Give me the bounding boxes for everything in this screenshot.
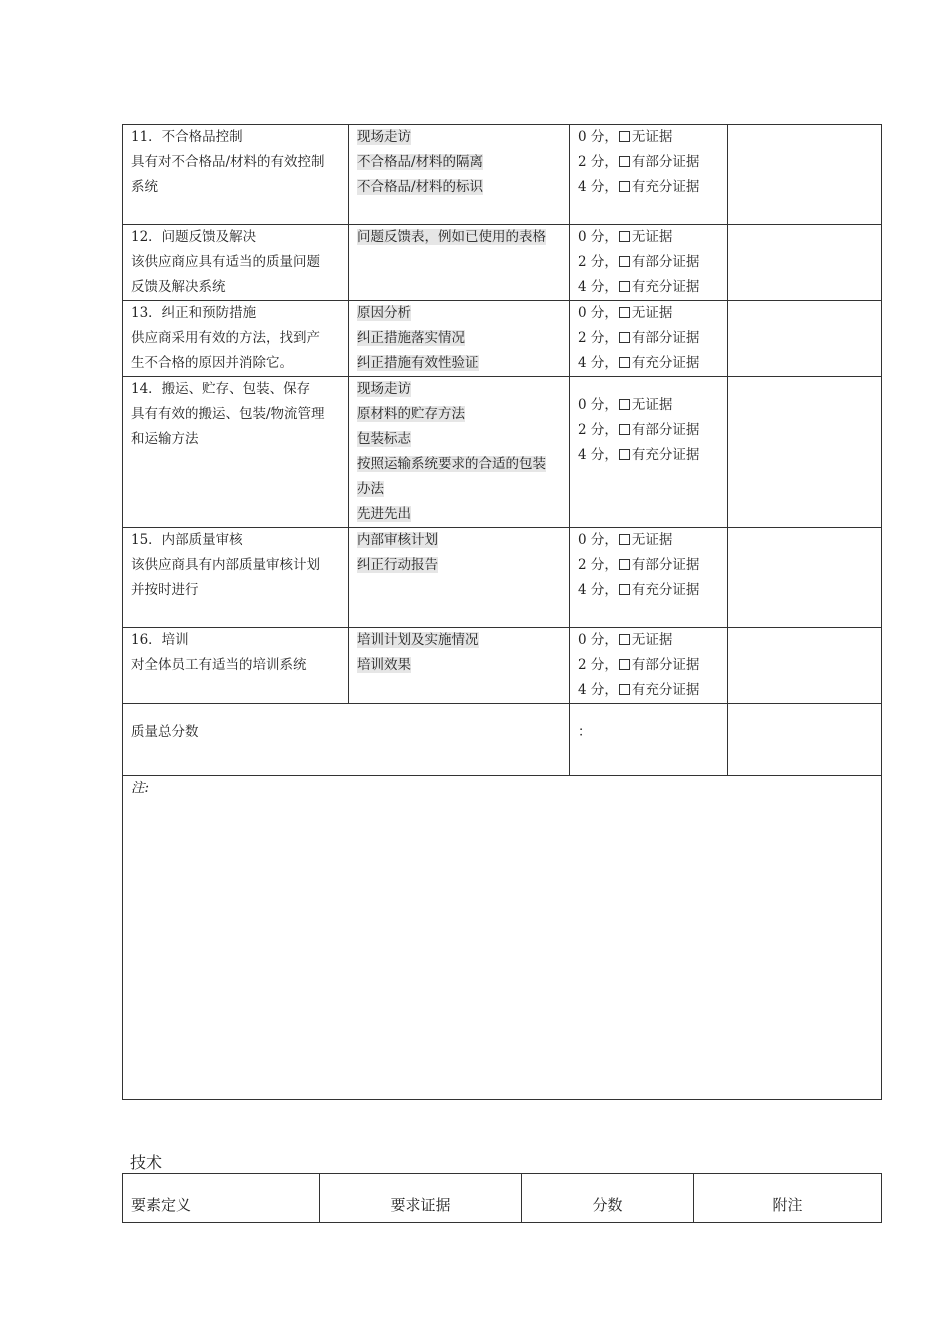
evidence-cell xyxy=(349,125,570,225)
element-desc: 反馈及解决系统 xyxy=(131,279,226,295)
element-desc: 具有有效的搬运、包装/物流管理 xyxy=(131,406,325,422)
table-header-row xyxy=(123,1174,882,1223)
remark-cell[interactable] xyxy=(728,528,882,628)
remark-cell[interactable] xyxy=(728,225,882,301)
checkbox-icon[interactable] xyxy=(619,156,630,167)
remark-cell[interactable] xyxy=(728,377,882,528)
table-row xyxy=(123,225,882,301)
total-score-field[interactable]: ： xyxy=(570,704,728,776)
element-cell xyxy=(123,628,349,704)
table-row xyxy=(123,528,882,628)
quality-evaluation-table xyxy=(122,124,882,1100)
section-title: 技术 xyxy=(130,1153,163,1172)
element-desc: 系统 xyxy=(131,179,158,195)
remark-cell[interactable] xyxy=(728,628,882,704)
score-option[interactable]: 2 分， 有部分证据 xyxy=(578,154,700,170)
checkbox-icon[interactable] xyxy=(619,559,630,570)
score-option[interactable]: 0 分， 无证据 xyxy=(578,129,673,145)
score-option[interactable]: 4 分， 有充分证据 xyxy=(578,179,700,195)
score-option[interactable]: 4 分， 有充分证据 xyxy=(578,447,700,463)
evidence-item: 办法 xyxy=(357,481,384,497)
checkbox-icon[interactable] xyxy=(619,684,630,695)
element-title: 13．纠正和预防措施 xyxy=(131,305,257,321)
element-desc: 生不合格的原因并消除它。 xyxy=(131,355,293,371)
checkbox-icon[interactable] xyxy=(619,281,630,292)
evidence-item: 纠正行动报告 xyxy=(357,557,438,573)
checkbox-icon[interactable] xyxy=(619,131,630,142)
element-title: 12．问题反馈及解决 xyxy=(131,229,257,245)
score-option[interactable]: 0 分， 无证据 xyxy=(578,632,673,648)
score-option[interactable]: 4 分， 有充分证据 xyxy=(578,582,700,598)
evidence-cell xyxy=(349,628,570,704)
element-desc: 并按时进行 xyxy=(131,582,199,598)
score-option[interactable]: 2 分， 有部分证据 xyxy=(578,330,700,346)
score-option[interactable]: 4 分， 有充分证据 xyxy=(578,279,700,295)
evidence-item: 纠正措施有效性验证 xyxy=(357,355,479,371)
element-title: 11．不合格品控制 xyxy=(131,129,243,145)
element-desc: 具有对不合格品/材料的有效控制 xyxy=(131,154,325,170)
notes-field[interactable] xyxy=(123,776,882,1100)
total-label: 质量总分数 xyxy=(123,704,570,776)
score-option[interactable]: 4 分， 有充分证据 xyxy=(578,355,700,371)
total-row xyxy=(123,704,882,776)
element-desc: 和运输方法 xyxy=(131,431,199,447)
element-desc: 供应商采用有效的方法，找到产 xyxy=(131,330,320,346)
checkbox-icon[interactable] xyxy=(619,584,630,595)
evidence-item: 包装标志 xyxy=(357,431,411,447)
element-cell xyxy=(123,528,349,628)
element-cell xyxy=(123,125,349,225)
remark-cell[interactable] xyxy=(728,301,882,377)
checkbox-icon[interactable] xyxy=(619,659,630,670)
element-title: 16．培训 xyxy=(131,632,189,648)
evidence-item: 按照运输系统要求的合适的包装 xyxy=(357,456,546,472)
score-option[interactable]: 4 分， 有充分证据 xyxy=(578,682,700,698)
score-cell xyxy=(570,528,728,628)
checkbox-icon[interactable] xyxy=(619,332,630,343)
evidence-item: 原材料的贮存方法 xyxy=(357,406,465,422)
table-row xyxy=(123,628,882,704)
score-option[interactable]: 2 分， 有部分证据 xyxy=(578,254,700,270)
evidence-item: 问题反馈表，例如已使用的表格 xyxy=(357,229,546,245)
checkbox-icon[interactable] xyxy=(619,357,630,368)
evidence-item: 先进先出 xyxy=(357,506,411,522)
evidence-cell xyxy=(349,301,570,377)
evidence-item: 现场走访 xyxy=(357,129,411,145)
column-header: 分数 xyxy=(522,1174,694,1223)
score-option[interactable]: 0 分， 无证据 xyxy=(578,229,673,245)
column-header: 要素定义 xyxy=(123,1174,320,1223)
column-header: 附注 xyxy=(694,1174,882,1223)
element-desc: 该供应商具有内部质量审核计划 xyxy=(131,557,320,573)
score-cell xyxy=(570,301,728,377)
checkbox-icon[interactable] xyxy=(619,256,630,267)
score-option[interactable]: 2 分， 有部分证据 xyxy=(578,557,700,573)
checkbox-icon[interactable] xyxy=(619,307,630,318)
column-header: 要求证据 xyxy=(320,1174,522,1223)
evidence-item: 原因分析 xyxy=(357,305,411,321)
score-option[interactable]: 2 分， 有部分证据 xyxy=(578,422,700,438)
notes-label: 注: xyxy=(131,780,150,796)
element-cell xyxy=(123,225,349,301)
checkbox-icon[interactable] xyxy=(619,449,630,460)
element-cell xyxy=(123,377,349,528)
element-title: 15．内部质量审核 xyxy=(131,532,243,548)
evidence-item: 内部审核计划 xyxy=(357,532,438,548)
score-cell xyxy=(570,377,728,528)
checkbox-icon[interactable] xyxy=(619,181,630,192)
checkbox-icon[interactable] xyxy=(619,231,630,242)
score-cell xyxy=(570,125,728,225)
total-remark-cell[interactable] xyxy=(728,704,882,776)
evidence-item: 现场走访 xyxy=(357,381,411,397)
evidence-cell xyxy=(349,528,570,628)
element-title: 14．搬运、贮存、包装、保存 xyxy=(131,381,311,397)
table-row xyxy=(123,301,882,377)
element-desc: 该供应商应具有适当的质量问题 xyxy=(131,254,320,270)
checkbox-icon[interactable] xyxy=(619,424,630,435)
score-option[interactable]: 0 分， 无证据 xyxy=(578,305,673,321)
evidence-item: 不合格品/材料的标识 xyxy=(357,179,484,195)
checkbox-icon[interactable] xyxy=(619,399,630,410)
technical-table xyxy=(122,1173,882,1223)
element-desc: 对全体员工有适当的培训系统 xyxy=(131,657,307,673)
table-row xyxy=(123,125,882,225)
score-option[interactable]: 0 分， 无证据 xyxy=(578,397,673,413)
evidence-item: 不合格品/材料的隔离 xyxy=(357,154,484,170)
score-cell xyxy=(570,628,728,704)
evidence-item: 培训效果 xyxy=(357,657,411,673)
evidence-cell xyxy=(349,377,570,528)
evidence-item: 纠正措施落实情况 xyxy=(357,330,465,346)
score-cell xyxy=(570,225,728,301)
checkbox-icon[interactable] xyxy=(619,534,630,545)
evidence-item: 培训计划及实施情况 xyxy=(357,632,479,648)
remark-cell[interactable] xyxy=(728,125,882,225)
element-cell xyxy=(123,301,349,377)
table-row xyxy=(123,377,882,528)
evidence-cell xyxy=(349,225,570,301)
checkbox-icon[interactable] xyxy=(619,634,630,645)
score-option[interactable]: 2 分， 有部分证据 xyxy=(578,657,700,673)
score-option[interactable]: 0 分， 无证据 xyxy=(578,532,673,548)
notes-row xyxy=(123,776,882,1100)
